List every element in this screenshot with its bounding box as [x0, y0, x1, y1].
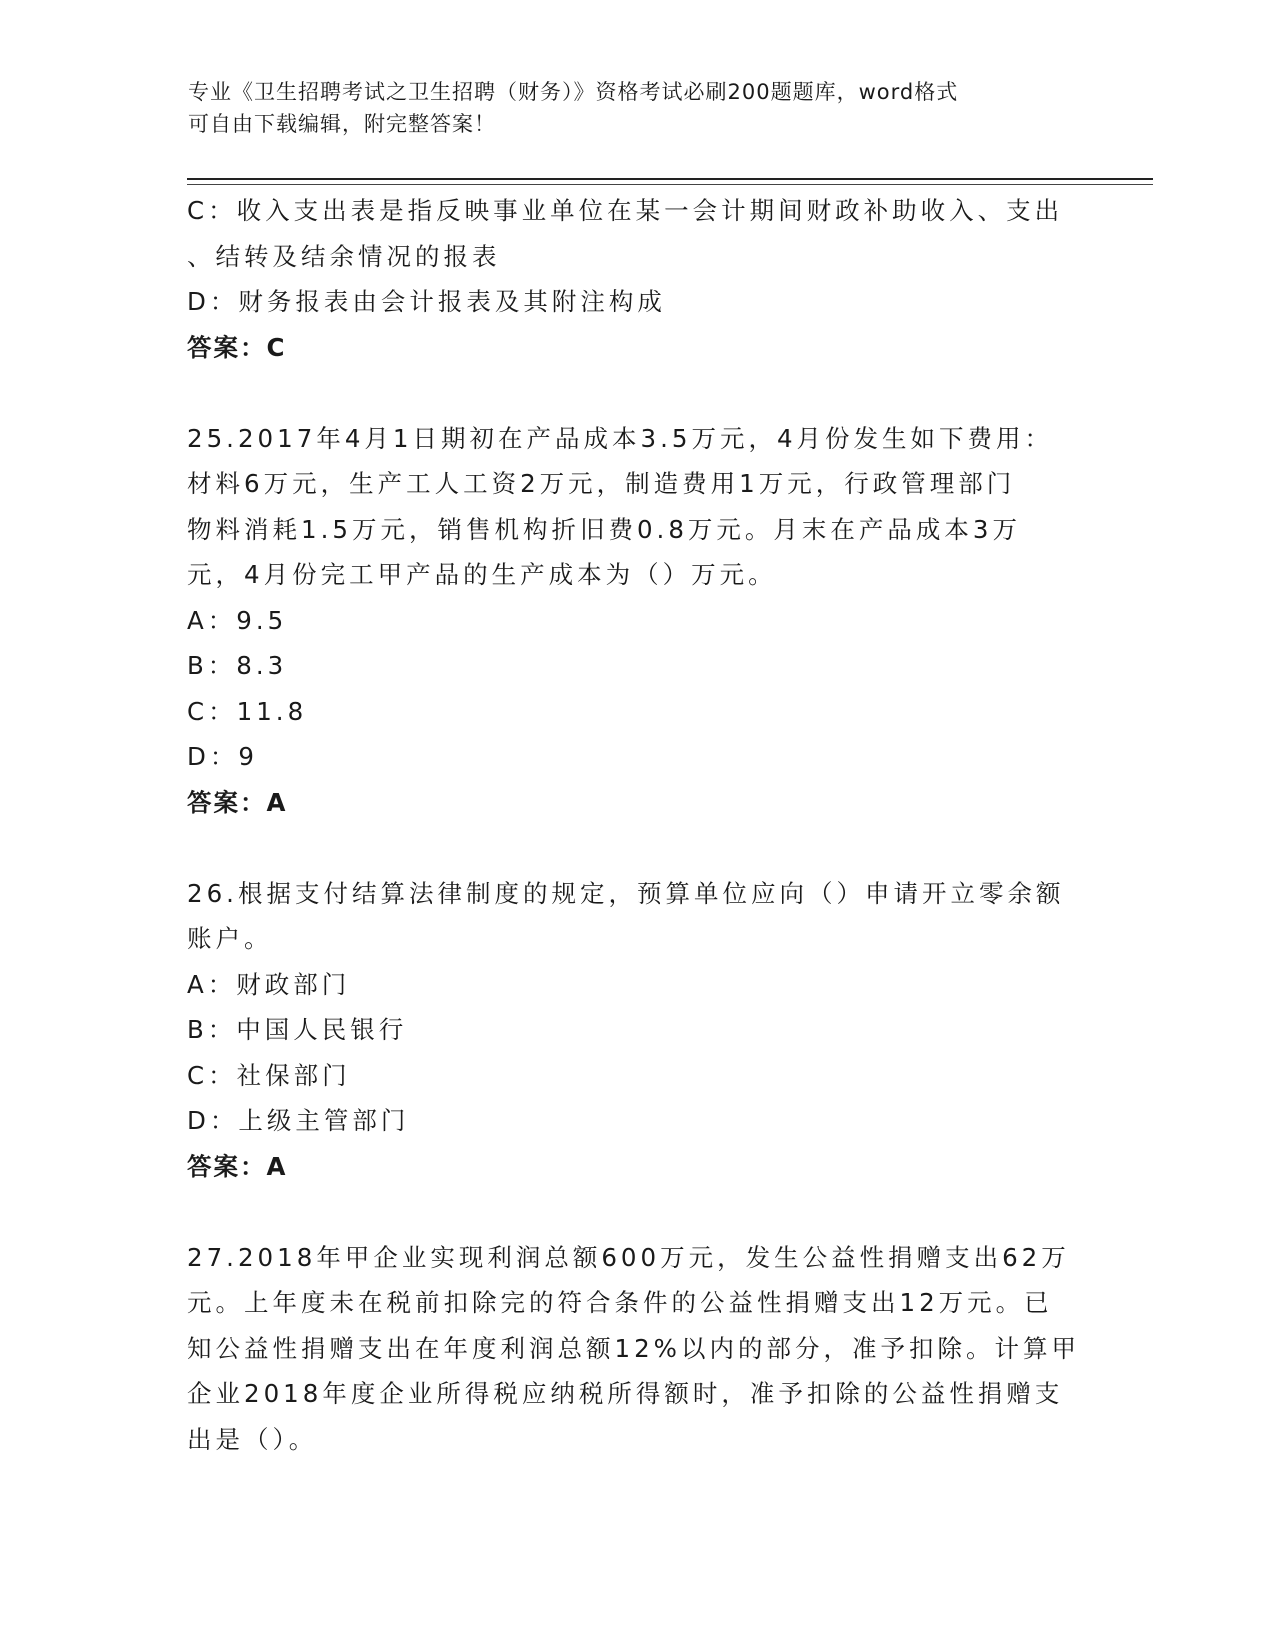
question-26 [187, 871, 1077, 1190]
question-text-line-2: 材料6万元，生产工人工资2万元，制造费用1万元，行政管理部门 [187, 469, 1016, 498]
header-rule-thin [187, 184, 1153, 185]
document-body [187, 188, 1080, 1462]
option-a: A：财政部门 [187, 969, 351, 999]
answer: 答案：A [187, 787, 288, 817]
spacer [187, 370, 1077, 416]
question-24-tail [187, 188, 1077, 370]
option-d: D：9 [187, 742, 258, 771]
option-a: A：9.5 [187, 605, 288, 635]
header-line-2: 可自由下载编辑，附完整答案！ [188, 112, 496, 136]
question-text-line-1: 26.根据支付结算法律制度的规定，预算单位应向（）申请开立零余额 [187, 878, 1065, 908]
answer: 答案：A [187, 1151, 288, 1181]
header-line-1: 专业《卫生招聘考试之卫生招聘（财务）》资格考试必刷200题题库，word格式 [188, 80, 959, 104]
question-27 [187, 1235, 1080, 1463]
question-text-line-2: 账户。 [187, 924, 273, 953]
answer: 答案：C [187, 332, 287, 362]
document-header [188, 76, 1068, 140]
question-text-line-1: 27.2018年甲企业实现利润总额600万元，发生公益性捐赠支出62万 [187, 1242, 1070, 1272]
question-text-line-5: 出是（）。 [187, 1424, 318, 1454]
spacer [187, 1189, 1077, 1235]
question-25 [187, 416, 1077, 826]
option-c-line-2: 、结转及结余情况的报表 [187, 241, 501, 271]
question-text-line-3: 物料消耗1.5万元，销售机构折旧费0.8万元。月末在产品成本3万 [187, 514, 1022, 544]
question-text-line-3: 知公益性捐赠支出在年度利润总额12%以内的部分，准予扣除。计算甲 [187, 1333, 1080, 1363]
question-text-line-4: 元，4月份完工甲产品的生产成本为（）万元。 [187, 560, 777, 589]
question-text-line-2: 元。上年度未在税前扣除完的符合条件的公益性捐赠支出12万元。已 [187, 1288, 1053, 1317]
header-rule-thick [187, 178, 1153, 180]
option-b: B：中国人民银行 [187, 1015, 408, 1044]
question-text-line-1: 25.2017年4月1日期初在产品成本3.5万元，4月份发生如下费用： [187, 423, 1054, 453]
question-text-line-4: 企业2018年度企业所得税应纳税所得额时，准予扣除的公益性捐赠支 [187, 1379, 1064, 1408]
option-d: D：上级主管部门 [187, 1106, 410, 1135]
option-c: C：11.8 [187, 696, 308, 726]
option-d: D：财务报表由会计报表及其附注构成 [187, 287, 666, 316]
spacer [187, 825, 1077, 871]
option-c: C：社保部门 [187, 1060, 351, 1090]
option-c-line-1: C：收入支出表是指反映事业单位在某一会计期间财政补助收入、支出 [187, 196, 1064, 225]
option-b: B：8.3 [187, 651, 288, 680]
